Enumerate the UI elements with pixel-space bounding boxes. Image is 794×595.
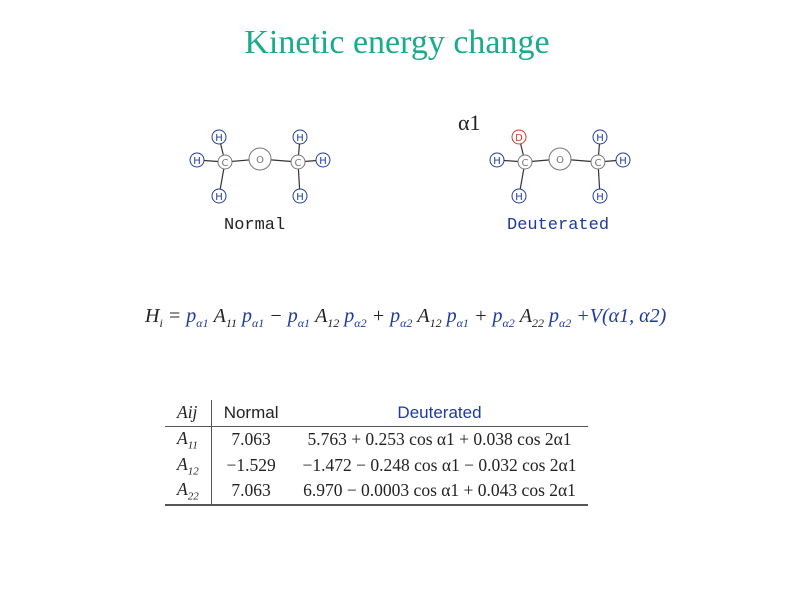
eq-coefficient: A (412, 305, 430, 327)
eq-coefficient-sub: 12 (429, 316, 442, 330)
cell-normal: −1.529 (226, 454, 276, 475)
eq-operator: + (366, 305, 391, 327)
eq-momentum-sub: α2 (354, 316, 367, 330)
cell-normal: 7.063 (211, 478, 290, 505)
eq-operator: − (264, 305, 288, 327)
eq-operator: + (468, 305, 493, 327)
cell-normal: 7.063 (231, 429, 271, 450)
cell-name: $A_{11}$ (165, 427, 211, 453)
atom-left-text: H (493, 156, 501, 167)
eq-momentum: p (287, 305, 298, 327)
atom-carbon-2-text: C (594, 158, 602, 169)
eq-operator: = (167, 305, 187, 327)
cell-deuterated: 6.970 − 0.0003 cos α1 + 0.043 cos 2α1 (291, 478, 589, 505)
atom-top-right-text: H (296, 133, 304, 144)
eq-momentum-sub: α2 (558, 316, 572, 330)
normal-molecule-diagram (185, 126, 345, 210)
deuterated-label: Deuterated (507, 216, 610, 235)
eq-coefficient-sub: 12 (327, 316, 340, 330)
eq-coefficient-sub: 11 (225, 316, 237, 330)
header-normal: Normal (211, 400, 290, 427)
eq-terms (167, 305, 572, 330)
cell-name: $A_{12}$ (165, 453, 211, 479)
eq-momentum: p (390, 305, 401, 327)
eq-momentum-sub: α1 (456, 316, 469, 330)
table-row (165, 427, 588, 453)
cell-name: $A_{22}$ (165, 478, 211, 505)
header-deuterated: Deuterated (291, 400, 589, 427)
hamiltonian-equation (145, 305, 666, 331)
eq-momentum: p (492, 305, 503, 327)
eq-momentum-sub: α1 (297, 316, 311, 330)
eq-momentum-sub: α1 (196, 316, 209, 330)
cell-deuterated: −1.472 − 0.248 cos α1 − 0.032 cos 2α1 (302, 454, 577, 475)
angle-label: α1 (458, 110, 481, 135)
eq-coefficient: A (310, 305, 328, 327)
header-aij: Aij (165, 400, 211, 427)
eq-momentum-sub: α2 (502, 316, 515, 330)
atom-bottom-left-text: H (515, 192, 523, 203)
table-row (165, 478, 588, 505)
eq-coefficient: A (208, 305, 226, 327)
atom-top-left-text: H (215, 133, 223, 144)
eq-momentum: p (543, 305, 559, 327)
cell-deuterated: 5.763 + 0.253 cos α1 + 0.038 cos 2α1 (307, 429, 572, 450)
eq-momentum-sub: α1 (251, 316, 265, 330)
eq-lhs-sub: i (159, 316, 163, 330)
atom-oxygen-text: O (256, 155, 264, 166)
slide-title: Kinetic energy change (244, 24, 550, 61)
atom-right-text: H (319, 156, 327, 167)
coefficient-table (165, 400, 588, 506)
atom-carbon-1-text: C (221, 158, 229, 169)
eq-momentum: p (441, 305, 457, 327)
deuterated-molecule-diagram (485, 126, 645, 210)
eq-coefficient-sub: 22 (531, 316, 544, 330)
atom-bottom-right-text: H (296, 192, 304, 203)
atom-right-text: H (619, 156, 627, 167)
eq-momentum: p (236, 305, 252, 327)
atom-oxygen-text: O (556, 155, 564, 166)
eq-coefficient: A (514, 305, 532, 327)
atom-bottom-right-text: H (596, 192, 604, 203)
eq-momentum: p (339, 305, 355, 327)
eq-potential: +V(α1, α2) (576, 305, 667, 327)
atom-carbon-1-text: C (521, 158, 529, 169)
atom-top-right-text: H (596, 133, 604, 144)
eq-momentum-sub: α2 (400, 316, 413, 330)
normal-label: Normal (224, 216, 286, 235)
atom-carbon-2-text: C (294, 158, 302, 169)
atom-bottom-left-text: H (215, 192, 223, 203)
eq-momentum: p (186, 305, 197, 327)
table-header-row (165, 400, 588, 427)
eq-lhs: H (145, 305, 160, 327)
atom-left-text: H (193, 156, 201, 167)
table-row (165, 453, 588, 479)
atom-top-left-text: D (515, 133, 523, 144)
